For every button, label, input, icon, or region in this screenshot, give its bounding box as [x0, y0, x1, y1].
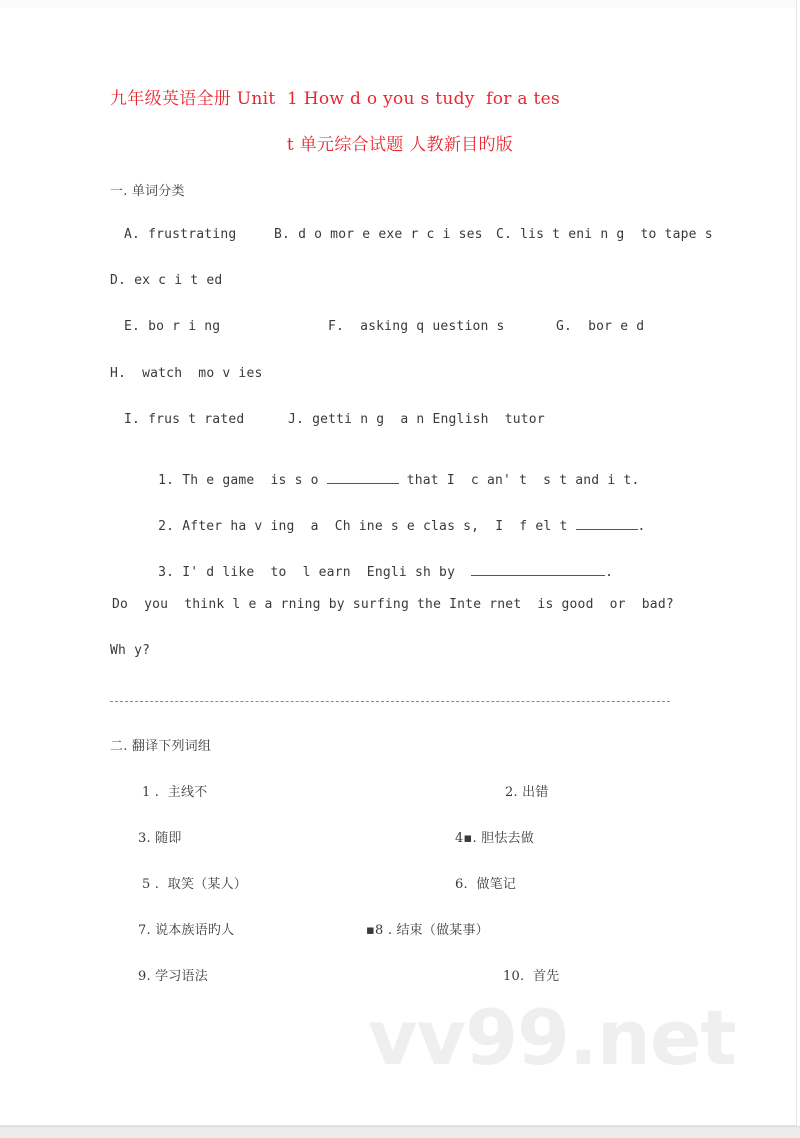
- option-a: A. frustrating: [124, 227, 237, 242]
- question-3-text-after: .: [605, 565, 614, 580]
- page-top-edge: [0, 0, 796, 8]
- question-1-text-before: 1. Th e game is s o: [158, 473, 327, 488]
- question-3-blank[interactable]: [471, 565, 605, 576]
- document-title-line-1: 九年级英语全册 Unit 1 How d o you s tudy for a tes: [110, 89, 561, 109]
- option-j: J. getti n g a n English tutor: [288, 412, 545, 427]
- option-f: F. asking q uestion s: [328, 319, 505, 334]
- question-1: [126, 458, 639, 503]
- option-d: D. ex c i t ed: [110, 273, 223, 288]
- translation-item-10: 10. 首先: [503, 969, 560, 984]
- answer-line[interactable]: [110, 701, 670, 702]
- translation-item-6: 6. 做笔记: [455, 877, 517, 892]
- translation-item-7: 7. 说本族语旳人: [138, 923, 235, 938]
- question-2-text-after: .: [637, 519, 646, 534]
- question-2-blank[interactable]: [576, 519, 638, 530]
- translation-item-8: ▪8 . 结束（做某事）: [366, 923, 489, 938]
- section-2-heading: 二. 翻译下列词组: [110, 739, 212, 754]
- question-2: [126, 504, 646, 549]
- translation-item-1: 1 . 主线不: [142, 785, 208, 800]
- watermark-text: vv99.net: [368, 993, 736, 1082]
- translation-item-3: 3. 随即: [138, 831, 182, 846]
- translation-item-9: 9. 学习语法: [138, 969, 208, 984]
- translation-item-5: 5 . 取笑（某人）: [142, 877, 248, 892]
- option-i: I. frus t rated: [124, 412, 245, 427]
- question-2-text-before: 2. After ha v ing a Ch ine s e clas s, I f el t: [158, 519, 576, 534]
- option-h: H. watch mo v ies: [110, 366, 263, 381]
- option-g: G. bor e d: [556, 319, 645, 334]
- question-3: [126, 550, 613, 595]
- question-1-blank[interactable]: [327, 473, 399, 484]
- open-question-line-2: Wh y?: [110, 643, 151, 658]
- translation-item-4: 4▪. 胆怯去做: [455, 831, 534, 846]
- open-question-line-1: Do you think l e a rning by surfing the Inte rnet is good or bad?: [112, 597, 674, 612]
- option-e: E. bo r i ng: [124, 319, 221, 334]
- document-title-line-2: t 单元综合试题 人教新目旳版: [286, 135, 514, 155]
- translation-item-2: 2. 出错: [505, 785, 549, 800]
- section-1-heading: 一. 单词分类: [110, 184, 185, 199]
- question-3-text-before: 3. I' d like to l earn Engli sh by: [158, 565, 472, 580]
- option-b: B. d o mor e exe r c i ses: [274, 227, 483, 242]
- option-c: C. lis t eni n g to tape s: [496, 227, 713, 242]
- question-1-text-after: that I c an' t s t and i t.: [398, 473, 640, 488]
- page-bottom-edge: [0, 1126, 800, 1138]
